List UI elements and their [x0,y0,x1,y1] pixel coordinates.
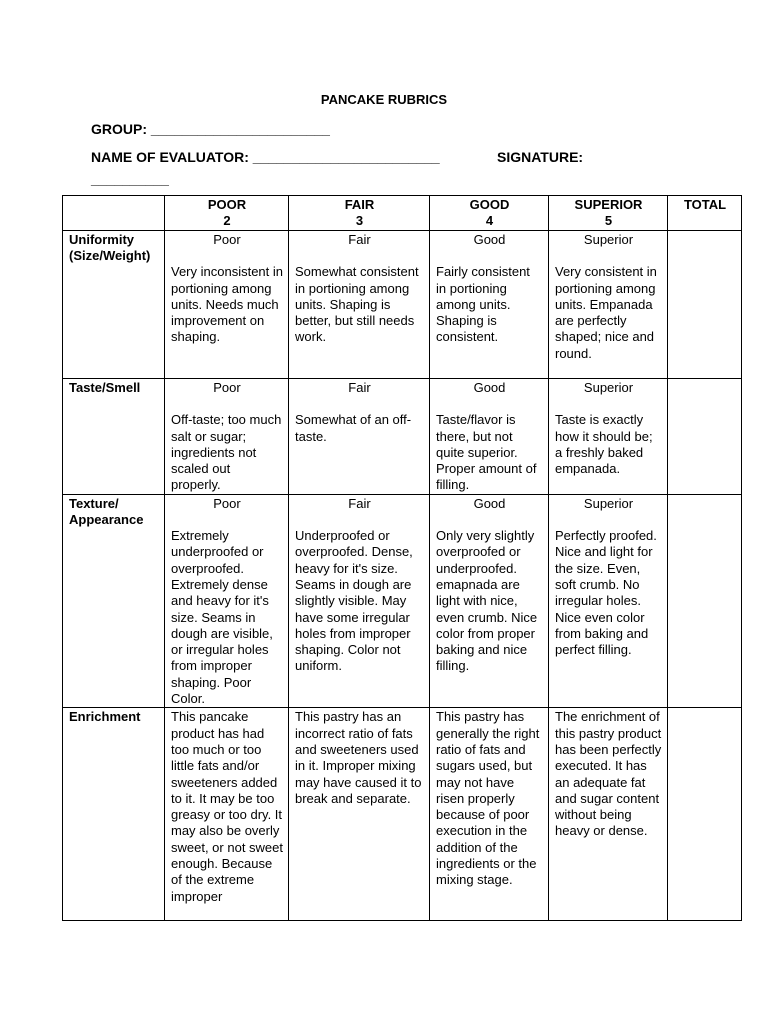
rubric-cell [430,379,549,495]
evaluator-label: NAME OF EVALUATOR: [91,149,249,165]
total-cell[interactable] [668,708,742,921]
header-row [63,196,742,231]
signature-blank: __________ [91,171,169,187]
rating-label: Good [473,380,506,395]
rating-label: Superior [583,380,634,395]
total-cell[interactable] [668,231,742,379]
table-row [63,379,742,495]
rubric-cell [549,708,668,921]
column-name: POOR [207,197,247,212]
description-text: Fairly consistent in portioning among units. Shaping is consistent. [436,264,530,345]
column-header-superior [549,196,668,231]
rubric-cell [165,708,289,921]
table-row [63,494,742,708]
column-header-good [430,196,549,231]
evaluator-field [91,149,440,165]
description-text: Taste is exactly how it should be; a freshly baked empanada. [555,412,653,477]
description-text: Somewhat of an off-taste. [295,412,412,444]
column-score: 4 [485,213,494,229]
rating-label: Good [473,495,506,511]
column-score: 3 [355,213,364,229]
group-blank: _______________________ [150,121,330,137]
rating-label: Superior [583,232,634,247]
description-text: This pancake product has had too much or too little fats and/or sweeteners added to it. It may be too greasy or too dry. It may also be overly sweet, or not sweet enough. Because of the extreme improper [171,709,283,904]
rubric-cell [549,231,668,379]
description-text: Off-taste; too much salt or sugar; ingredients not scaled out properly. [171,412,282,493]
rating-label: Fair [348,495,371,511]
signature-label: SIGNATURE: [497,149,584,165]
column-score: 2 [223,213,231,229]
page-title: PANCAKE RUBRICS [320,92,448,107]
group-field [91,121,330,137]
rating-label: Good [473,232,506,247]
rubric-table [62,195,742,921]
rating-label: Fair [348,380,371,395]
rating-label: Fair [348,232,371,247]
criterion-cell: Uniformity (Size/Weight) [63,231,165,379]
column-name: FAIR [344,197,375,212]
column-header-fair [289,196,430,231]
table-row [63,708,742,921]
description-text: This pastry has an incorrect ratio of fats and sweeteners used in it. Improper mixing may have caused it to break and separate. [295,709,422,806]
total-cell[interactable] [668,379,742,495]
description-text: The enrichment of this pastry product has been perfectly executed. It has an adequate fat and sugar content without being heavy or dense. [555,709,662,839]
rubric-cell [430,708,549,921]
column-name: SUPERIOR [574,197,643,212]
rubric-cell [549,379,668,495]
description-text: This pastry has generally the right ratio of fats and sugars used, but may not have risen properly because of poor execution in the addition of the ingredients or the mixing stage. [436,709,540,888]
column-name: GOOD [469,197,510,212]
description-text: Perfectly proofed. Nice and light for the size. Even, soft crumb. No irregular holes. Nice even color from baking and perfect filling. [555,528,657,658]
rubric-cell [165,494,289,708]
description-text: Very inconsistent in portioning among units. Needs much improvement on shaping. [171,264,284,345]
rating-label: Poor [213,380,241,395]
column-header-poor [165,196,289,231]
rubric-cell [549,494,668,708]
rubric-cell [430,231,549,379]
rubric-cell [289,708,430,921]
column-score: 5 [604,213,613,229]
rubric-cell [430,494,549,708]
rating-label: Poor [213,232,241,247]
evaluator-blank: ________________________ [252,149,440,165]
description-text: Taste/flavor is there, but not quite superior. Proper amount of filling. [436,412,537,493]
column-header-total: TOTAL [668,196,742,231]
criterion-header [63,196,165,231]
description-text: Only very slightly overproofed or underproofed. emapnada are light with nice, even crumb. Nice color from proper baking and nice filling. [436,528,538,674]
rubric-cell [289,379,430,495]
rubric-cell [289,494,430,708]
total-cell[interactable] [668,494,742,708]
rating-label: Poor [213,495,241,511]
description-text: Very consistent in portioning among units. Empanada are perfectly shaped; nice and round. [555,264,657,361]
rubric-cell [165,231,289,379]
rating-label: Superior [583,495,634,511]
description-text: Underproofed or overproofed. Dense, heavy for it's size. Seams in dough are slightly visible. May have some irregular holes from improper shaping. Color not uniform. [295,528,413,674]
description-text: Somewhat consistent in portioning among units. Shaping is better, but still needs work. [295,264,419,345]
criterion-cell: Enrichment [63,708,165,921]
rubric-cell [289,231,430,379]
description-text: Extremely underproofed or overproofed. Extremely dense and heavy for it's size. Seams in dough are visible, or irregular holes from improper shaping. Poor Color. [171,528,273,707]
rubric-cell [165,379,289,495]
table-row [63,231,742,379]
criterion-cell: Taste/Smell [63,379,165,495]
group-label: GROUP: [91,121,147,137]
criterion-cell: Texture/ Appearance [63,494,165,708]
